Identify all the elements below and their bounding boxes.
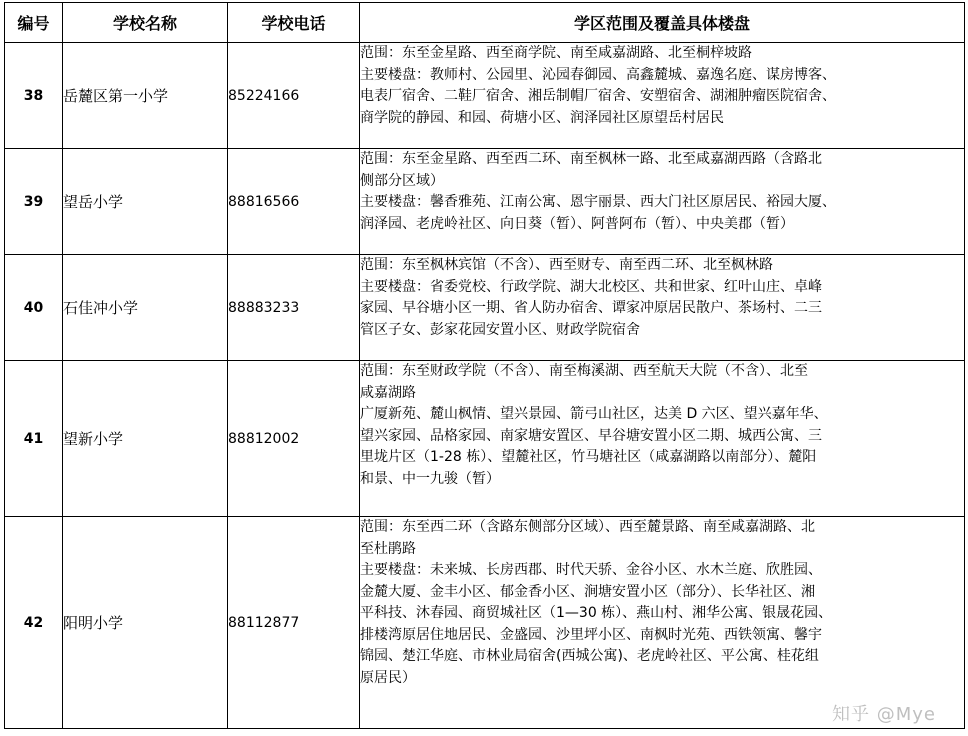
header-coverage: 学区范围及覆盖具体楼盘 <box>360 3 965 43</box>
coverage-text: 范围：东至西二环（含路东侧部分区域）、西至麓景路、南至咸嘉湖路、北 至杜鹃路 主要楼盘：未来城、长房西郡、时代天骄、金谷小区、水木兰庭、欣胜园、 金麓大厦、金丰小区、郁金香小区、涧塘安置小区（部分）、长华社区、湘 平科技、沐春园、商贸城社区（1—30 栋）、燕山村、湘华公寓、银晟花园、 排楼湾原居住地居民、金盛园、沙里坪小区、南枫时光苑、西铁领寓、馨宇 锦园、楚江华庭、市林业局宿舍(西城公寓)、老虎岭社区、平公寓、桂花组 原居民） <box>360 517 965 729</box>
school-name: 阳明小学 <box>63 517 228 729</box>
school-phone: 88816566 <box>228 149 360 255</box>
table-row <box>5 255 965 361</box>
table-header-row <box>5 3 965 43</box>
school-name: 石佳冲小学 <box>63 255 228 361</box>
row-number: 38 <box>5 43 63 149</box>
row-number: 39 <box>5 149 63 255</box>
header-number: 编号 <box>5 3 63 43</box>
school-name: 望岳小学 <box>63 149 228 255</box>
row-number: 42 <box>5 517 63 729</box>
table-row <box>5 517 965 729</box>
school-phone: 88112877 <box>228 517 360 729</box>
school-name: 望新小学 <box>63 361 228 517</box>
table-row <box>5 149 965 255</box>
header-school-phone: 学校电话 <box>228 3 360 43</box>
coverage-text: 范围：东至金星路、西至西二环、南至枫林一路、北至咸嘉湖西路（含路北 侧部分区域） 主要楼盘：馨香雅苑、江南公寓、恩宇丽景、西大门社区原居民、裕园大厦、 润泽园、老虎岭社区、向日葵（暂）、阿普阿布（暂）、中央美郡（暂） <box>360 149 965 255</box>
coverage-text: 范围：东至财政学院（不含）、南至梅溪湖、西至航天大院（不含）、北至 咸嘉湖路 广厦新苑、麓山枫情、望兴景园、箭弓山社区，达美 D 六区、望兴嘉年华、 望兴家园、品格家园、南家塘安置区、早谷塘安置小区二期、城西公寓、三 里垅片区（1-28 栋）、望麓社区，竹马塘社区（咸嘉湖路以南部分）、麓阳 和景、中一九骏（暂） <box>360 361 965 517</box>
coverage-text: 范围：东至枫林宾馆（不含）、西至财专、南至西二环、北至枫林路 主要楼盘：省委党校、行政学院、湖大北校区、共和世家、红叶山庄、卓峰 家园、早谷塘小区一期、省人防办宿舍、谭家冲原居民散户、茶场村、二三 管区子女、彭家花园安置小区、财政学院宿舍 <box>360 255 965 361</box>
table-row <box>5 43 965 149</box>
coverage-text: 范围：东至金星路、西至商学院、南至咸嘉湖路、北至桐梓坡路 主要楼盘：教师村、公园里、沁园春御园、高鑫麓城、嘉逸名庭、谋房博客、 电表厂宿舍、二鞋厂宿舍、湘岳制帽厂宿舍、安塑宿舍、湖湘肿瘤医院宿舍、 商学院的静园、和园、荷塘小区、润泽园社区原望岳村居民 <box>360 43 965 149</box>
school-district-table <box>4 2 965 729</box>
school-phone: 88883233 <box>228 255 360 361</box>
watermark: 知乎 @Mye <box>832 704 936 725</box>
row-number: 40 <box>5 255 63 361</box>
school-phone: 88812002 <box>228 361 360 517</box>
school-name: 岳麓区第一小学 <box>63 43 228 149</box>
header-school-name: 学校名称 <box>63 3 228 43</box>
school-phone: 85224166 <box>228 43 360 149</box>
row-number: 41 <box>5 361 63 517</box>
table-row <box>5 361 965 517</box>
